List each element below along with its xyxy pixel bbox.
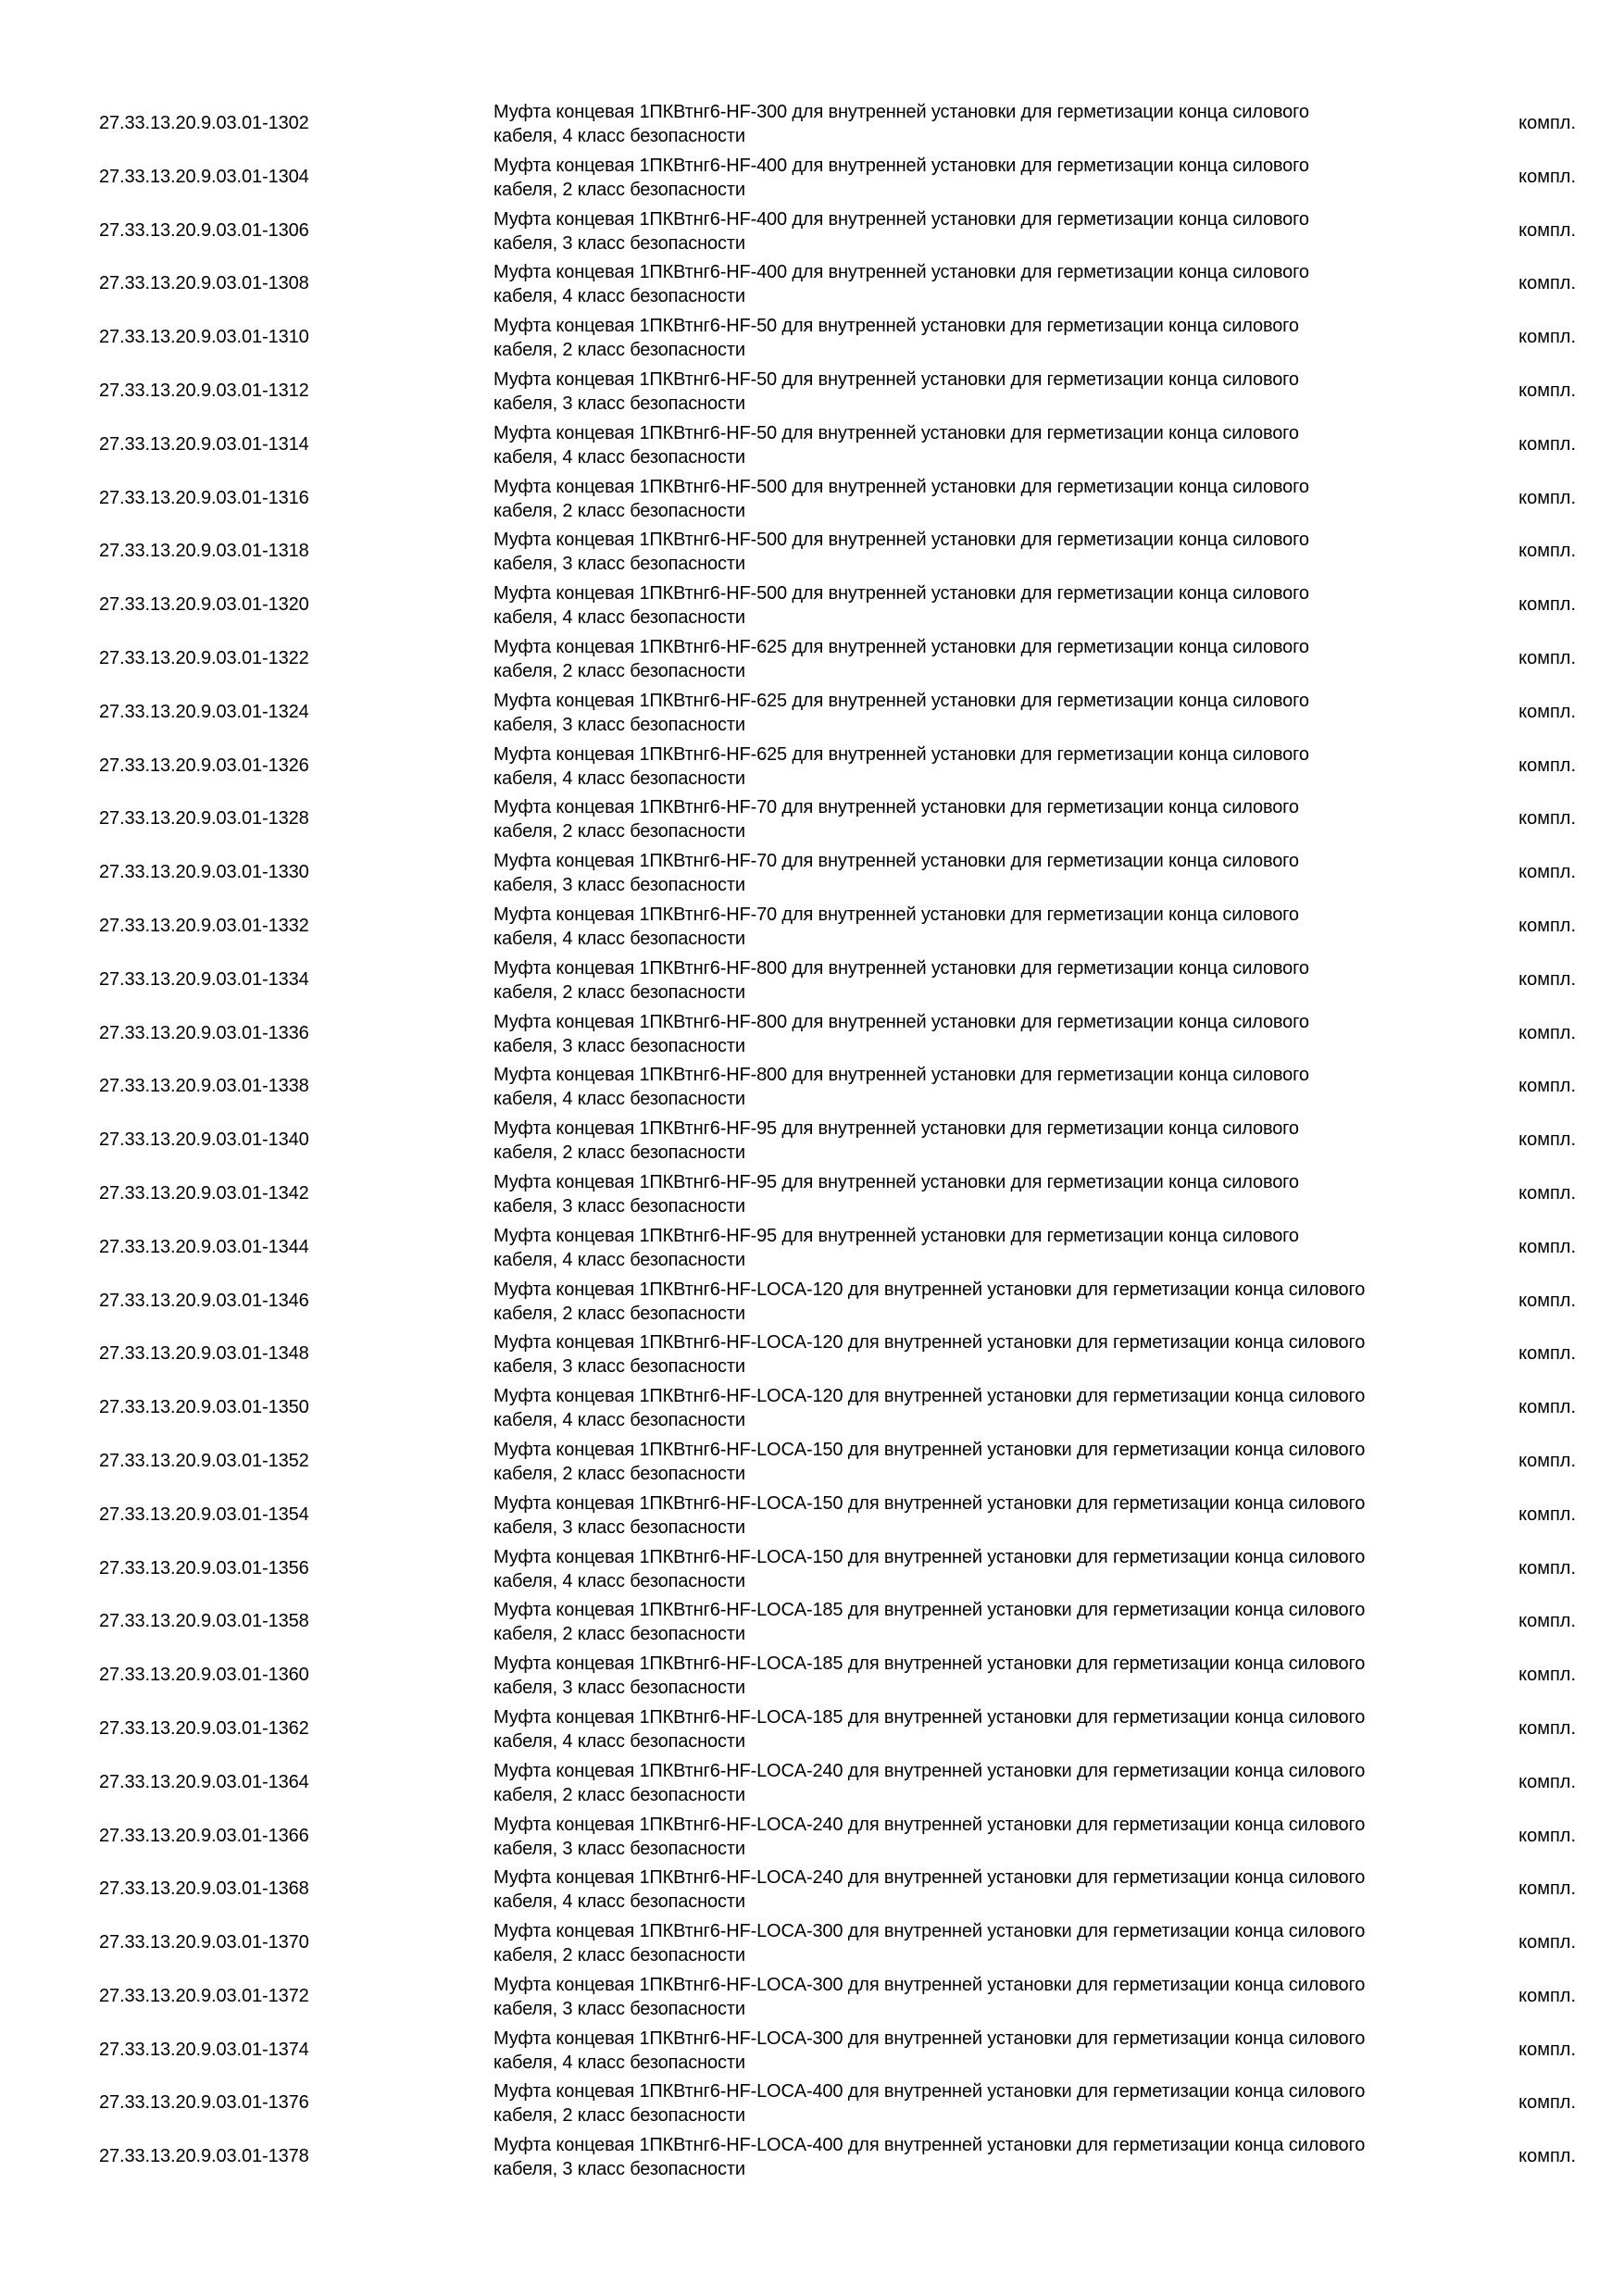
item-code: 27.33.13.20.9.03.01-1370 (99, 1932, 309, 1953)
item-description-line-1: Муфта концевая 1ПКВтнг6-HF-70 для внутренней установки для герметизации конца силового (493, 797, 1299, 818)
item-code: 27.33.13.20.9.03.01-1358 (99, 1611, 309, 1632)
item-description-line-2: кабеля, 4 класс безопасности (493, 607, 745, 629)
table-row (0, 740, 1624, 793)
item-code: 27.33.13.20.9.03.01-1348 (99, 1343, 309, 1365)
item-unit: компл. (1518, 755, 1576, 776)
item-description-line-1: Муфта концевая 1ПКВтнг6-HF-50 для внутренней установки для герметизации конца силового (493, 316, 1299, 337)
item-description-line-1: Муфта концевая 1ПКВтнг6-HF-LOCA-300 для внутренней установки для герметизации конца силового (493, 1974, 1366, 1995)
item-description-line-2: кабеля, 2 класс безопасности (493, 1303, 745, 1324)
table-row (0, 792, 1624, 846)
item-description-line-2: кабеля, 2 класс безопасности (493, 1945, 745, 1966)
item-code: 27.33.13.20.9.03.01-1336 (99, 1022, 309, 1043)
item-unit: компл. (1518, 1665, 1576, 1686)
item-description-line-2: кабеля, 3 класс безопасности (493, 1195, 745, 1217)
item-unit: компл. (1518, 1182, 1576, 1204)
item-description-line-2: кабеля, 4 класс безопасности (493, 767, 745, 789)
item-code: 27.33.13.20.9.03.01-1372 (99, 1985, 309, 2006)
item-description-line-1: Муфта концевая 1ПКВтнг6-HF-500 для внутренней установки для герметизации конца силового (493, 476, 1309, 497)
item-code: 27.33.13.20.9.03.01-1346 (99, 1290, 309, 1311)
item-code: 27.33.13.20.9.03.01-1334 (99, 968, 309, 990)
item-code: 27.33.13.20.9.03.01-1342 (99, 1182, 309, 1204)
item-unit: компл. (1518, 113, 1576, 133)
item-code: 27.33.13.20.9.03.01-1318 (99, 541, 309, 562)
item-description (493, 849, 1475, 897)
item-description (493, 314, 1475, 362)
item-description (493, 903, 1475, 951)
item-unit: компл. (1518, 701, 1576, 722)
item-description (493, 795, 1475, 843)
table-row (0, 2077, 1624, 2130)
table-row (0, 2130, 1624, 2184)
item-description-line-1: Муфта концевая 1ПКВтнг6-HF-LOCA-120 для внутренней установки для герметизации конца силового (493, 1279, 1366, 1300)
item-description (493, 1973, 1475, 2021)
item-description-line-2: кабеля, 3 класс безопасности (493, 714, 745, 735)
item-description-line-2: кабеля, 2 класс безопасности (493, 1784, 745, 1805)
item-description (493, 2079, 1475, 2128)
item-description-line-1: Муфта концевая 1ПКВтнг6-HF-400 для внутренней установки для герметизации конца силового (493, 155, 1309, 176)
item-description (493, 1170, 1475, 1218)
table-row (0, 900, 1624, 954)
item-code: 27.33.13.20.9.03.01-1322 (99, 647, 309, 668)
item-code: 27.33.13.20.9.03.01-1328 (99, 808, 309, 830)
item-description-line-1: Муфта концевая 1ПКВтнг6-HF-625 для внутренней установки для герметизации конца силового (493, 690, 1309, 711)
item-unit: компл. (1518, 1717, 1576, 1739)
item-description-line-1: Муфта концевая 1ПКВтнг6-HF-LOCA-120 для внутренней установки для герметизации конца силового (493, 1332, 1366, 1354)
item-description-line-1: Муфта концевая 1ПКВтнг6-HF-625 для внутренней установки для герметизации конца силового (493, 743, 1309, 765)
item-description-line-1: Муфта концевая 1ПКВтнг6-HF-LOCA-240 для внутренней установки для герметизации конца силового (493, 1814, 1366, 1835)
item-description-line-2: кабеля, 3 класс безопасности (493, 1998, 745, 2019)
item-description-line-1: Муфта концевая 1ПКВтнг6-HF-800 для внутренней установки для герметизации конца силового (493, 1065, 1309, 1086)
item-description-line-1: Муфта концевая 1ПКВтнг6-HF-95 для внутренней установки для герметизации конца силового (493, 1225, 1299, 1246)
item-description (493, 260, 1475, 308)
item-description-line-2: кабеля, 2 класс безопасности (493, 660, 745, 681)
item-code: 27.33.13.20.9.03.01-1340 (99, 1129, 309, 1151)
table-row (0, 632, 1624, 686)
item-description-line-1: Муфта концевая 1ПКВтнг6-HF-LOCA-240 для внутренней установки для герметизации конца силового (493, 1867, 1366, 1889)
item-description-line-2: кабеля, 3 класс безопасности (493, 875, 745, 896)
item-description-line-2: кабеля, 4 класс безопасности (493, 1249, 745, 1270)
item-description-line-1: Муфта концевая 1ПКВтнг6-HF-400 для внутренней установки для герметизации конца силового (493, 208, 1309, 230)
item-description-line-2: кабеля, 4 класс безопасности (493, 928, 745, 949)
item-description-line-2: кабеля, 2 класс безопасности (493, 2105, 745, 2127)
item-description-line-2: кабеля, 3 класс безопасности (493, 232, 745, 254)
item-description-line-1: Муфта концевая 1ПКВтнг6-HF-LOCA-300 для внутренней установки для герметизации конца силового (493, 2028, 1366, 2049)
item-description-line-2: кабеля, 3 класс безопасности (493, 393, 745, 414)
item-description-line-2: кабеля, 2 класс безопасности (493, 179, 745, 200)
item-description (493, 1545, 1475, 1593)
item-description (493, 689, 1475, 737)
item-unit: компл. (1518, 1557, 1576, 1578)
table-row (0, 1703, 1624, 1756)
item-description-line-1: Муфта концевая 1ПКВтнг6-HF-70 для внутренней установки для герметизации конца силового (493, 904, 1299, 925)
item-description-line-2: кабеля, 2 класс безопасности (493, 821, 745, 842)
price-list-table (0, 97, 1624, 2184)
item-description-line-1: Муфта концевая 1ПКВтнг6-HF-LOCA-185 для внутренней установки для герметизации конца силового (493, 1706, 1366, 1728)
item-unit: компл. (1518, 915, 1576, 936)
item-description-line-2: кабеля, 4 класс безопасности (493, 1089, 745, 1110)
table-row (0, 1970, 1624, 2024)
item-code: 27.33.13.20.9.03.01-1378 (99, 2146, 309, 2167)
item-description-line-1: Муфта концевая 1ПКВтнг6-HF-LOCA-150 для внутренней установки для герметизации конца силового (493, 1492, 1366, 1514)
table-row (0, 1810, 1624, 1864)
item-unit: компл. (1518, 487, 1576, 508)
item-unit: компл. (1518, 594, 1576, 616)
item-description-line-1: Муфта концевая 1ПКВтнг6-HF-LOCA-150 для внутренней установки для герметизации конца силового (493, 1439, 1366, 1460)
item-description-line-1: Муфта концевая 1ПКВтнг6-HF-50 для внутренней установки для герметизации конца силового (493, 422, 1299, 443)
item-description-line-2: кабеля, 2 класс безопасности (493, 1142, 745, 1164)
item-unit: компл. (1518, 1771, 1576, 1792)
item-description-line-1: Муфта концевая 1ПКВтнг6-HF-LOCA-300 для внутренней установки для герметизации конца силового (493, 1921, 1366, 1942)
item-unit: компл. (1518, 273, 1576, 294)
item-description (493, 1598, 1475, 1646)
item-description (493, 1384, 1475, 1432)
item-description (493, 2133, 1475, 2181)
item-unit: компл. (1518, 1343, 1576, 1365)
item-code: 27.33.13.20.9.03.01-1332 (99, 915, 309, 936)
item-description-line-1: Муфта концевая 1ПКВтнг6-HF-70 для внутренней установки для герметизации конца силового (493, 851, 1299, 872)
item-description (493, 956, 1475, 1004)
item-description (493, 475, 1475, 523)
item-description (493, 635, 1475, 683)
item-code: 27.33.13.20.9.03.01-1350 (99, 1397, 309, 1418)
table-row (0, 579, 1624, 632)
table-row (0, 686, 1624, 740)
item-code: 27.33.13.20.9.03.01-1314 (99, 433, 309, 455)
item-description-line-2: кабеля, 2 класс безопасности (493, 981, 745, 1003)
item-code: 27.33.13.20.9.03.01-1364 (99, 1771, 309, 1792)
item-description-line-2: кабеля, 3 класс безопасности (493, 1516, 745, 1538)
item-description-line-2: кабеля, 2 класс безопасности (493, 340, 745, 361)
item-description-line-1: Муфта концевая 1ПКВтнг6-HF-LOCA-185 для внутренней установки для герметизации конца силового (493, 1600, 1366, 1621)
item-description-line-1: Муфта концевая 1ПКВтнг6-HF-500 для внутренней установки для герметизации конца силового (493, 583, 1309, 605)
item-code: 27.33.13.20.9.03.01-1330 (99, 862, 309, 883)
item-unit: компл. (1518, 219, 1576, 241)
item-description-line-1: Муфта концевая 1ПКВтнг6-HF-800 для внутренней установки для герметизации конца силового (493, 1011, 1309, 1032)
table-row (0, 1114, 1624, 1167)
item-description (493, 421, 1475, 469)
table-row (0, 2024, 1624, 2078)
item-code: 27.33.13.20.9.03.01-1304 (99, 166, 309, 187)
item-description-line-1: Муфта концевая 1ПКВтнг6-HF-800 для внутренней установки для герметизации конца силового (493, 957, 1309, 979)
item-description-line-1: Муфта концевая 1ПКВтнг6-HF-LOCA-185 для внутренней установки для герметизации конца силового (493, 1653, 1366, 1675)
table-row (0, 1381, 1624, 1435)
item-description (493, 154, 1475, 202)
item-code: 27.33.13.20.9.03.01-1344 (99, 1236, 309, 1257)
item-code: 27.33.13.20.9.03.01-1320 (99, 594, 309, 616)
item-unit: компл. (1518, 2092, 1576, 2114)
table-row (0, 1275, 1624, 1329)
table-row (0, 1649, 1624, 1703)
table-row (0, 1542, 1624, 1596)
item-description (493, 1010, 1475, 1058)
item-description-line-2: кабеля, 3 класс безопасности (493, 554, 745, 575)
item-code: 27.33.13.20.9.03.01-1324 (99, 701, 309, 722)
item-code: 27.33.13.20.9.03.01-1308 (99, 273, 309, 294)
table-row (0, 418, 1624, 472)
table-row (0, 1007, 1624, 1061)
item-description (493, 581, 1475, 630)
table-row (0, 205, 1624, 258)
item-description-line-2: кабеля, 3 класс безопасности (493, 1838, 745, 1859)
table-row (0, 257, 1624, 311)
item-code: 27.33.13.20.9.03.01-1362 (99, 1717, 309, 1739)
item-description-line-2: кабеля, 4 класс безопасности (493, 1891, 745, 1913)
item-unit: компл. (1518, 1450, 1576, 1471)
item-description (493, 1063, 1475, 1111)
item-description (493, 1705, 1475, 1753)
table-row (0, 525, 1624, 579)
item-unit: компл. (1518, 433, 1576, 455)
item-description-line-2: кабеля, 4 класс безопасности (493, 286, 745, 307)
item-description-line-2: кабеля, 4 класс безопасности (493, 1570, 745, 1591)
item-description (493, 1491, 1475, 1540)
item-code: 27.33.13.20.9.03.01-1356 (99, 1557, 309, 1578)
item-unit: компл. (1518, 1076, 1576, 1097)
item-code: 27.33.13.20.9.03.01-1312 (99, 380, 309, 401)
item-description (493, 1919, 1475, 1967)
item-unit: компл. (1518, 380, 1576, 401)
item-description (493, 1330, 1475, 1379)
table-row (0, 311, 1624, 365)
item-description (493, 207, 1475, 256)
item-description-line-2: кабеля, 4 класс безопасности (493, 1410, 745, 1431)
item-unit: компл. (1518, 862, 1576, 883)
item-description (493, 1438, 1475, 1486)
item-description-line-1: Муфта концевая 1ПКВтнг6-HF-300 для внутренней установки для герметизации конца силового (493, 102, 1309, 122)
item-description (493, 1652, 1475, 1700)
item-unit: компл. (1518, 1611, 1576, 1632)
item-unit: компл. (1518, 1825, 1576, 1846)
item-unit: компл. (1518, 2039, 1576, 2060)
item-description-line-2: кабеля, 4 класс безопасности (493, 1730, 745, 1752)
item-description-line-2: кабеля, 4 класс безопасности (493, 126, 745, 146)
item-description (493, 368, 1475, 416)
item-unit: компл. (1518, 1129, 1576, 1151)
item-description-line-2: кабеля, 4 класс безопасности (493, 446, 745, 468)
item-code: 27.33.13.20.9.03.01-1302 (99, 113, 309, 133)
table-row (0, 1328, 1624, 1381)
item-description (493, 1278, 1475, 1326)
item-description (493, 528, 1475, 576)
item-description (493, 742, 1475, 791)
item-description-line-1: Муфта концевая 1ПКВтнг6-HF-400 для внутренней установки для герметизации конца силового (493, 262, 1309, 283)
item-description-line-2: кабеля, 3 класс безопасности (493, 2159, 745, 2180)
item-unit: компл. (1518, 166, 1576, 187)
item-unit: компл. (1518, 2146, 1576, 2167)
item-description (493, 1813, 1475, 1861)
item-unit: компл. (1518, 1290, 1576, 1311)
item-description-line-2: кабеля, 2 класс безопасности (493, 500, 745, 521)
item-code: 27.33.13.20.9.03.01-1352 (99, 1450, 309, 1471)
item-unit: компл. (1518, 1985, 1576, 2006)
item-code: 27.33.13.20.9.03.01-1374 (99, 2039, 309, 2060)
item-description (493, 1866, 1475, 1914)
item-unit: компл. (1518, 541, 1576, 562)
table-row (0, 954, 1624, 1007)
table-row (0, 1595, 1624, 1649)
table-row (0, 1167, 1624, 1221)
item-code: 27.33.13.20.9.03.01-1354 (99, 1504, 309, 1525)
item-code: 27.33.13.20.9.03.01-1368 (99, 1878, 309, 1900)
item-description-line-1: Муфта концевая 1ПКВтнг6-HF-LOCA-120 для внутренней установки для герметизации конца силового (493, 1386, 1366, 1407)
item-description-line-2: кабеля, 3 класс безопасности (493, 1678, 745, 1699)
table-row (0, 97, 1624, 151)
item-unit: компл. (1518, 647, 1576, 668)
item-description (493, 1759, 1475, 1807)
item-code: 27.33.13.20.9.03.01-1316 (99, 487, 309, 508)
item-description-line-1: Муфта концевая 1ПКВтнг6-HF-LOCA-400 для внутренней установки для герметизации конца силового (493, 2081, 1366, 2103)
table-row (0, 151, 1624, 205)
item-code: 27.33.13.20.9.03.01-1306 (99, 219, 309, 241)
item-description (493, 2027, 1475, 2075)
item-code: 27.33.13.20.9.03.01-1338 (99, 1076, 309, 1097)
item-description-line-1: Муфта концевая 1ПКВтнг6-HF-625 для внутренней установки для герметизации конца силового (493, 636, 1309, 657)
table-row (0, 1863, 1624, 1916)
item-description-line-2: кабеля, 2 класс безопасности (493, 1624, 745, 1645)
table-row (0, 1489, 1624, 1542)
item-description-line-1: Муфта концевая 1ПКВтнг6-HF-95 для внутренней установки для герметизации конца силового (493, 1118, 1299, 1140)
item-description-line-1: Муфта концевая 1ПКВтнг6-HF-LOCA-150 для внутренней установки для герметизации конца силового (493, 1546, 1366, 1567)
item-code: 27.33.13.20.9.03.01-1376 (99, 2092, 309, 2114)
item-code: 27.33.13.20.9.03.01-1310 (99, 327, 309, 348)
item-unit: компл. (1518, 808, 1576, 830)
item-unit: компл. (1518, 1932, 1576, 1953)
item-unit: компл. (1518, 327, 1576, 348)
table-row (0, 472, 1624, 526)
item-description (493, 100, 1475, 148)
table-row (0, 1221, 1624, 1275)
item-description-line-1: Муфта концевая 1ПКВтнг6-HF-500 для внутренней установки для герметизации конца силового (493, 530, 1309, 551)
table-row (0, 1435, 1624, 1489)
item-description-line-1: Муфта концевая 1ПКВтнг6-HF-95 для внутренней установки для герметизации конца силового (493, 1171, 1299, 1192)
item-description (493, 1224, 1475, 1272)
item-unit: компл. (1518, 1236, 1576, 1257)
item-description-line-1: Муфта концевая 1ПКВтнг6-HF-50 для внутренней установки для герметизации конца силового (493, 368, 1299, 390)
item-code: 27.33.13.20.9.03.01-1326 (99, 755, 309, 776)
table-row (0, 365, 1624, 418)
item-description-line-2: кабеля, 4 класс безопасности (493, 2052, 745, 2073)
item-unit: компл. (1518, 968, 1576, 990)
item-description-line-2: кабеля, 3 класс безопасности (493, 1356, 745, 1378)
item-unit: компл. (1518, 1504, 1576, 1525)
table-row (0, 846, 1624, 900)
item-description-line-2: кабеля, 3 класс безопасности (493, 1035, 745, 1056)
table-row (0, 1916, 1624, 1970)
item-unit: компл. (1518, 1022, 1576, 1043)
item-description-line-2: кабеля, 2 класс безопасности (493, 1463, 745, 1484)
item-unit: компл. (1518, 1878, 1576, 1900)
item-description-line-1: Муфта концевая 1ПКВтнг6-HF-LOCA-400 для внутренней установки для герметизации конца силового (493, 2135, 1366, 2156)
item-code: 27.33.13.20.9.03.01-1360 (99, 1665, 309, 1686)
item-unit: компл. (1518, 1397, 1576, 1418)
item-description (493, 1117, 1475, 1165)
item-description-line-1: Муфта концевая 1ПКВтнг6-HF-LOCA-240 для внутренней установки для герметизации конца силового (493, 1760, 1366, 1781)
table-row (0, 1756, 1624, 1810)
table-row (0, 1060, 1624, 1114)
item-code: 27.33.13.20.9.03.01-1366 (99, 1825, 309, 1846)
